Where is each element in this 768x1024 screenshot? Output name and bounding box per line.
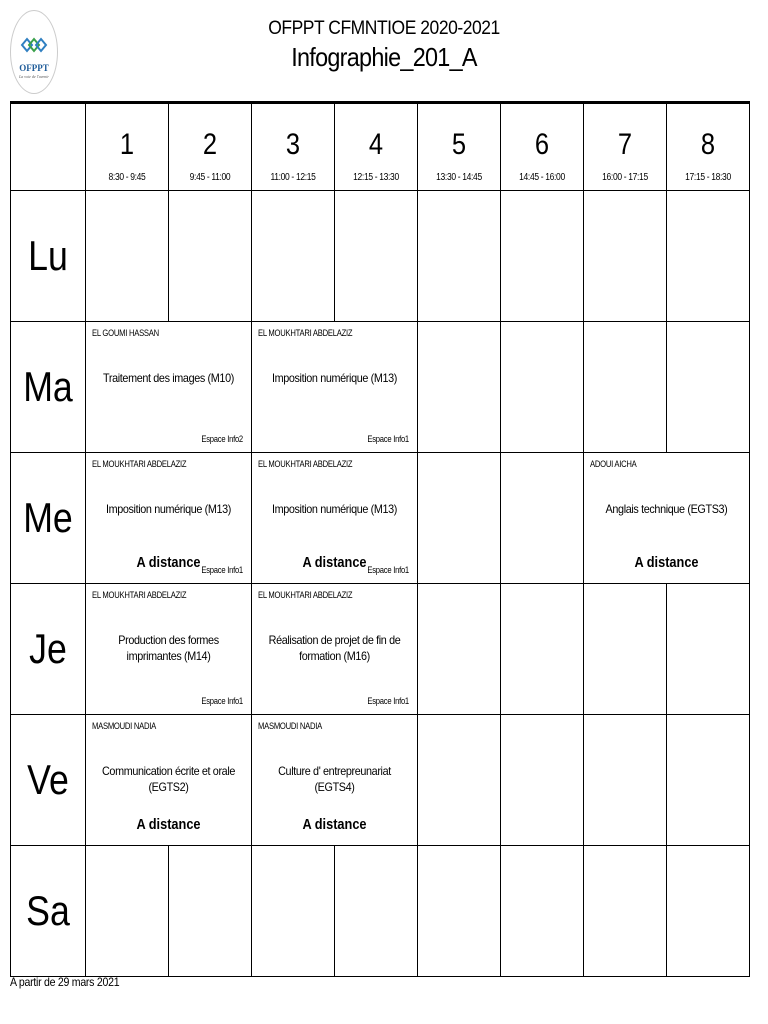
slot-header-7 — [584, 103, 667, 191]
empty-cell — [584, 715, 667, 846]
teacher-name: ADOUI AICHA — [590, 459, 637, 469]
empty-cell — [86, 846, 169, 977]
day-label: Sa — [26, 887, 70, 934]
empty-cell — [418, 322, 501, 453]
empty-cell — [667, 846, 750, 977]
slot-time: 12:15 - 13:30 — [353, 172, 399, 183]
room-name: Espace Info1 — [367, 565, 409, 575]
empty-cell — [418, 715, 501, 846]
corner-cell — [11, 103, 86, 191]
slot-time: 17:15 - 18:30 — [685, 172, 731, 183]
empty-cell — [418, 191, 501, 322]
room-name: Espace Info1 — [367, 696, 409, 706]
empty-cell — [335, 846, 418, 977]
day-row-ma — [11, 322, 750, 453]
day-label-cell — [11, 453, 86, 584]
distance-mode: A distance — [302, 816, 367, 833]
empty-cell — [169, 846, 252, 977]
empty-cell — [501, 715, 584, 846]
slot-header-6 — [501, 103, 584, 191]
empty-cell — [501, 846, 584, 977]
logo-mark-icon — [20, 33, 48, 57]
empty-cell — [667, 191, 750, 322]
empty-cell — [169, 191, 252, 322]
room-name: Espace Info1 — [201, 696, 243, 706]
day-row-lu — [11, 191, 750, 322]
empty-cell — [667, 715, 750, 846]
teacher-name: EL GOUMI HASSAN — [92, 328, 159, 338]
session-cell — [86, 584, 252, 715]
distance-mode: A distance — [136, 554, 201, 571]
teacher-name: EL MOUKHTARI ABDELAZIZ — [258, 590, 353, 600]
slot-number: 8 — [700, 128, 716, 161]
day-label: Je — [29, 625, 67, 672]
subject-name: Imposition numérique (M13) — [271, 502, 398, 516]
slot-number: 2 — [202, 128, 218, 161]
slot-number: 5 — [451, 128, 467, 161]
session-cell — [252, 453, 418, 584]
empty-cell — [335, 191, 418, 322]
teacher-name: EL MOUKHTARI ABDELAZIZ — [258, 328, 353, 338]
day-label: Me — [23, 494, 73, 541]
document-header — [0, 18, 768, 73]
empty-cell — [501, 191, 584, 322]
slot-time: 14:45 - 16:00 — [519, 172, 565, 183]
slot-time: 16:00 - 17:15 — [602, 172, 648, 183]
teacher-name: MASMOUDI NADIA — [258, 721, 323, 731]
empty-cell — [86, 191, 169, 322]
day-label-cell — [11, 322, 86, 453]
empty-cell — [584, 584, 667, 715]
subject-name: Imposition numérique (M13) — [271, 371, 398, 385]
subject-name: Imposition numérique (M13) — [105, 502, 232, 516]
subject-name: Communication écrite et orale (EGTS2) — [101, 764, 236, 794]
logo-slogan: La voie de l'avenir — [19, 74, 49, 79]
slot-header-1 — [86, 103, 169, 191]
empty-cell — [667, 322, 750, 453]
slot-header-5 — [418, 103, 501, 191]
day-label-cell — [11, 584, 86, 715]
subject-name: Culture d' entrepreunariat (EGTS4) — [278, 764, 391, 794]
session-cell — [252, 322, 418, 453]
slot-time: 9:45 - 11:00 — [189, 172, 231, 183]
institution-title: OFPPT CFMNTIOE 2020-2021 — [268, 18, 500, 39]
empty-cell — [418, 453, 501, 584]
slot-header-2 — [169, 103, 252, 191]
distance-mode: A distance — [136, 816, 201, 833]
session-cell — [252, 584, 418, 715]
day-row-je — [11, 584, 750, 715]
room-name: Espace Info2 — [201, 434, 243, 444]
distance-mode: A distance — [634, 554, 699, 571]
distance-mode: A distance — [302, 554, 367, 571]
empty-cell — [252, 846, 335, 977]
subject-name: Réalisation de projet de fin de formation (M16) — [268, 633, 401, 663]
logo-name: OFPPT — [19, 63, 49, 73]
day-row-sa — [11, 846, 750, 977]
ofppt-logo — [10, 10, 58, 94]
day-label: Lu — [28, 232, 68, 279]
room-name: Espace Info1 — [367, 434, 409, 444]
session-cell — [584, 453, 750, 584]
day-label-cell — [11, 715, 86, 846]
day-label-cell — [11, 191, 86, 322]
empty-cell — [667, 584, 750, 715]
subject-name: Anglais technique (EGTS3) — [605, 502, 728, 516]
empty-cell — [252, 191, 335, 322]
slot-time: 13:30 - 14:45 — [436, 172, 482, 183]
session-cell — [86, 322, 252, 453]
teacher-name: EL MOUKHTARI ABDELAZIZ — [92, 590, 187, 600]
slot-header-row — [11, 103, 750, 191]
slot-number: 1 — [119, 128, 135, 161]
teacher-name: EL MOUKHTARI ABDELAZIZ — [92, 459, 187, 469]
empty-cell — [584, 846, 667, 977]
empty-cell — [501, 453, 584, 584]
subject-name: Production des formes imprimantes (M14) — [118, 633, 219, 663]
slot-header-8 — [667, 103, 750, 191]
slot-header-3 — [252, 103, 335, 191]
day-label-cell — [11, 846, 86, 977]
slot-time: 8:30 - 9:45 — [108, 172, 146, 183]
day-row-me — [11, 453, 750, 584]
timetable — [10, 101, 750, 977]
day-row-ve — [11, 715, 750, 846]
effective-date: A partir de 29 mars 2021 — [10, 975, 120, 989]
empty-cell — [584, 322, 667, 453]
slot-number: 3 — [285, 128, 301, 161]
empty-cell — [418, 846, 501, 977]
group-title: Infographie_201_A — [291, 42, 477, 72]
teacher-name: EL MOUKHTARI ABDELAZIZ — [258, 459, 353, 469]
session-cell — [86, 453, 252, 584]
empty-cell — [584, 191, 667, 322]
day-label: Ve — [27, 756, 69, 803]
empty-cell — [418, 584, 501, 715]
subject-name: Traitement des images (M10) — [103, 371, 234, 385]
session-cell — [252, 715, 418, 846]
slot-header-4 — [335, 103, 418, 191]
day-label: Ma — [23, 363, 73, 410]
empty-cell — [501, 584, 584, 715]
slot-number: 7 — [617, 128, 633, 161]
room-name: Espace Info1 — [201, 565, 243, 575]
session-cell — [86, 715, 252, 846]
empty-cell — [501, 322, 584, 453]
slot-time: 11:00 - 12:15 — [270, 172, 316, 183]
slot-number: 4 — [368, 128, 384, 161]
slot-number: 6 — [534, 128, 550, 161]
teacher-name: MASMOUDI NADIA — [92, 721, 157, 731]
